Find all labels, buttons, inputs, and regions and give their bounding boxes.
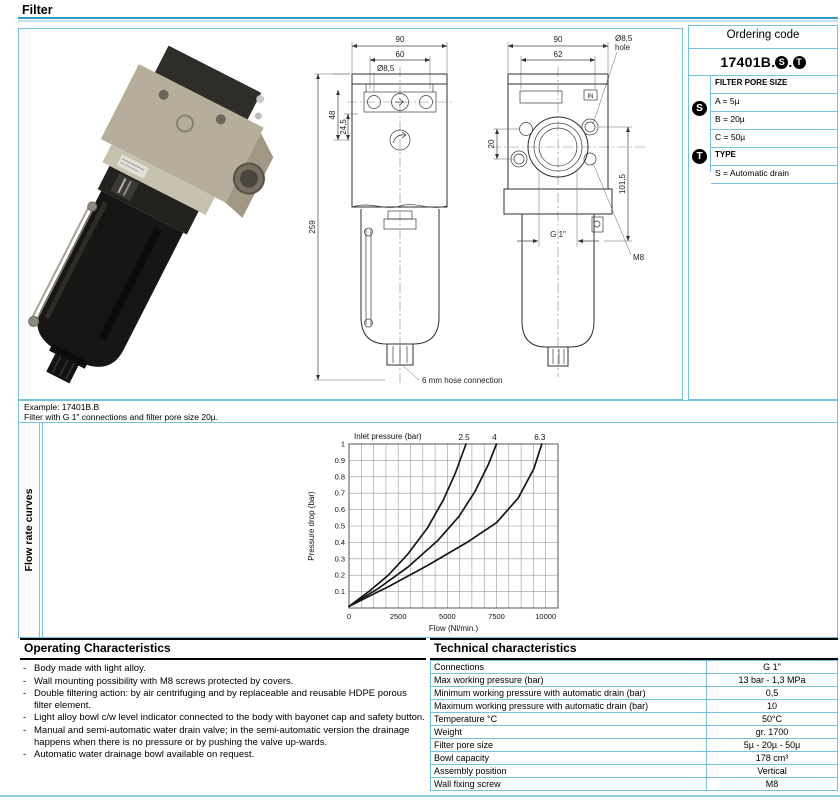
- pore-size-badge: S: [692, 101, 707, 116]
- front-hose-note: 6 mm hose connection: [422, 376, 503, 385]
- side-in-label: IN: [587, 94, 594, 100]
- ordering-badge-column: [689, 76, 711, 172]
- y-tick-label: 0.8: [334, 472, 345, 482]
- y-tick-label: 0.4: [334, 537, 345, 547]
- side-dim-inner: 62: [553, 50, 563, 59]
- type-badge: T: [692, 149, 707, 164]
- ordering-code-dot: .: [788, 54, 793, 70]
- x-tick-label: 10000: [535, 612, 557, 621]
- tech-row-value: 13 bar - 1,3 MPa: [738, 675, 806, 685]
- title-rule-dark: [18, 17, 838, 19]
- chart-title: Inlet pressure (bar): [354, 432, 422, 441]
- curve-label: 6.3: [534, 433, 546, 442]
- tech-row-label: Minimum working pressure with automatic drain (bar): [431, 687, 707, 699]
- curve-label: 2.5: [458, 433, 470, 442]
- flow-section-divider: [39, 423, 43, 637]
- front-dim-height: 259: [308, 220, 317, 234]
- tech-row-label: Max working pressure (bar): [431, 674, 707, 686]
- x-axis-label: Flow (Nl/min.): [428, 624, 479, 633]
- table-row: [430, 700, 838, 713]
- type-option: S = Automatic drain: [711, 166, 837, 184]
- y-axis-label: Pressure drop (bar): [307, 491, 316, 561]
- tech-row-value: G 1": [763, 662, 781, 672]
- front-view-drawing: [308, 35, 503, 385]
- operating-characteristics-header: Operating Characteristics: [20, 638, 426, 660]
- tech-row-label: Bowl capacity: [431, 752, 707, 764]
- tech-row-label: Maximum working pressure with automatic drain (bar): [431, 700, 707, 712]
- table-row: [430, 765, 838, 778]
- product-views-drawing: [19, 29, 680, 397]
- tech-row-value: 0,5: [765, 688, 779, 698]
- tech-row-label: Filter pore size: [431, 739, 707, 751]
- side-hole-note-1: Ø8,5: [615, 34, 633, 43]
- operating-characteristics: [20, 638, 426, 762]
- technical-characteristics-header: Technical characteristics: [430, 638, 838, 660]
- tech-row-label: Wall fixing screw: [431, 778, 707, 790]
- front-dim-width: 90: [395, 35, 405, 44]
- operating-item: - Light alloy bowl c/w level indicator connected to the body with bayonet cap and safety button.: [20, 712, 426, 724]
- pore-option: B = 20µ: [711, 112, 837, 130]
- side-port-label: G 1": [550, 230, 566, 239]
- y-tick-label: 0.3: [334, 554, 345, 564]
- pore-option: C = 50µ: [711, 130, 837, 148]
- tech-row-value: 10: [766, 701, 777, 711]
- y-tick-label: 0.2: [334, 570, 345, 580]
- side-dim-height: 101,5: [618, 173, 627, 195]
- product-views-panel: [18, 28, 683, 400]
- x-tick-label: 2500: [389, 612, 407, 621]
- example-line-2: Filter with G 1" connections and filter pore size 20µ.: [24, 412, 219, 422]
- tech-row-value: 50°C: [761, 714, 783, 724]
- y-tick-label: 0.1: [334, 587, 345, 597]
- tech-row-label: Assembly position: [431, 765, 707, 777]
- flow-rate-section: [18, 422, 838, 638]
- x-tick-label: 0: [346, 612, 352, 621]
- operating-item: - Manual and semi-automatic water drain valve; in the semi-automatic version the drainage happens when there is no pressure or by pushing the valve up-wards.: [20, 725, 426, 748]
- tech-row-value: gr. 1700: [755, 727, 789, 737]
- tech-row-value: Vertical: [757, 766, 787, 776]
- page-title: Filter: [22, 3, 53, 17]
- tech-row-label: Connections: [431, 661, 707, 673]
- table-row: [430, 674, 838, 687]
- side-view-drawing: [487, 34, 647, 377]
- flow-rate-chart: [266, 427, 596, 635]
- side-hole-note-2: hole: [615, 43, 631, 52]
- flow-rate-section-label: Flow rate curves: [23, 488, 35, 572]
- side-dim-width: 90: [553, 35, 563, 44]
- y-tick-label: 0.9: [334, 455, 345, 465]
- bottom-rule: [0, 795, 840, 797]
- tech-row-label: Weight: [431, 726, 707, 738]
- pore-option: A = 5µ: [711, 94, 837, 112]
- ordering-options: [689, 76, 837, 178]
- table-row: [430, 726, 838, 739]
- curve-6.3: [349, 444, 542, 606]
- operating-item: - Double filtering action: by air centrifuging and by replaceable and reusable HDPE porous filter element.: [20, 688, 426, 711]
- product-photo: [19, 37, 300, 397]
- table-row: [430, 687, 838, 700]
- title-rule-light: [18, 20, 838, 22]
- example-line-1: Example: 17401B.B: [24, 402, 100, 412]
- technical-characteristics: [430, 638, 838, 791]
- ordering-code-value: [689, 49, 837, 76]
- curve-label: 4: [492, 433, 497, 442]
- x-tick-label: 7500: [488, 612, 505, 621]
- table-row: [430, 739, 838, 752]
- type-badge: T: [793, 56, 806, 69]
- table-row: [430, 660, 838, 674]
- side-m8-label: M8: [633, 253, 645, 262]
- y-tick-label: 0.5: [334, 521, 345, 531]
- curve-2.5: [349, 444, 466, 606]
- tech-row-value: 5µ - 20µ - 50µ: [743, 740, 801, 750]
- ordering-code-header: Ordering code: [689, 26, 837, 49]
- operating-item: - Wall mounting possibility with M8 screws protected by covers.: [20, 676, 426, 688]
- ordering-code-prefix: 17401B.: [720, 54, 776, 70]
- table-row: [430, 713, 838, 726]
- ordering-code-panel: [688, 25, 838, 400]
- front-dim-hole: Ø8,5: [377, 64, 395, 73]
- y-tick-label: 1: [340, 439, 345, 449]
- table-row: [430, 778, 838, 791]
- tech-row-value: M8: [765, 779, 779, 789]
- pore-size-badge: S: [775, 56, 788, 69]
- example-note: [18, 400, 838, 424]
- y-tick-label: 0.7: [334, 488, 345, 498]
- x-tick-label: 5000: [439, 612, 456, 621]
- pore-size-title: FILTER PORE SIZE: [711, 76, 837, 94]
- operating-item: - Automatic water drainage bowl available on request.: [20, 749, 426, 761]
- tech-row-value: 178 cm³: [755, 753, 789, 763]
- front-dim-48: 48: [328, 110, 337, 120]
- operating-item: - Body made with light alloy.: [20, 663, 426, 675]
- table-row: [430, 752, 838, 765]
- front-dim-245: 24,5: [339, 119, 348, 135]
- side-dim-20: 20: [487, 139, 496, 149]
- tech-row-label: Temperature °C: [431, 713, 707, 725]
- type-title: TYPE: [711, 148, 837, 166]
- y-tick-label: 0.6: [334, 505, 345, 515]
- front-dim-inner: 60: [395, 50, 405, 59]
